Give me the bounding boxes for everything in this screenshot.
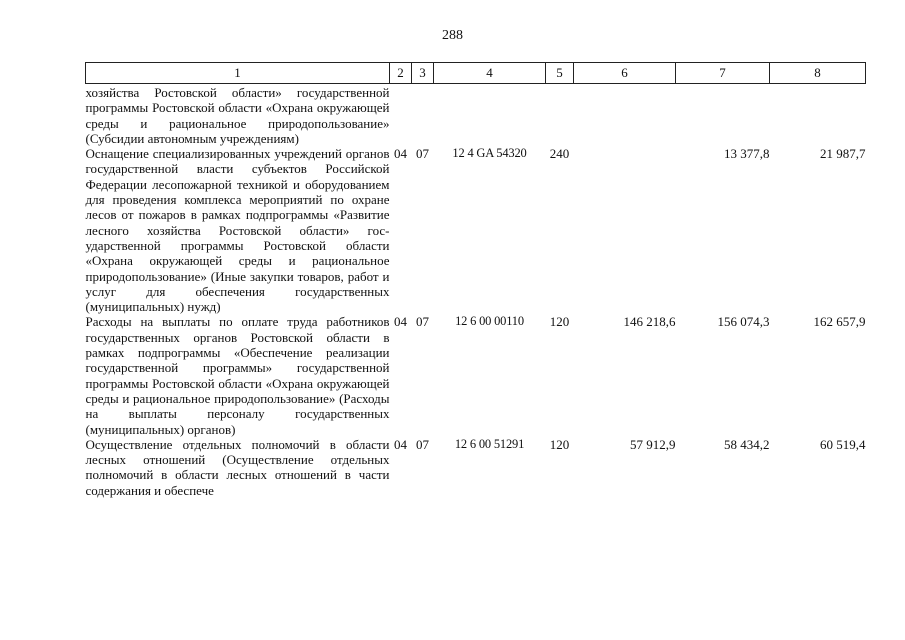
budget-table <box>85 62 866 498</box>
cell-amount-1: 146 218,6 <box>623 314 676 330</box>
header-row <box>86 63 866 84</box>
row-description: хозяйства Ростовской области» государственной программы Ростовской области «Охрана окружающей среды и рациональное природопользование» (Субсидии автономным учреждениям) <box>85 85 390 146</box>
cell-amount-2 <box>676 84 770 147</box>
column-header: 1 <box>86 63 390 84</box>
cell-section: 04 <box>394 146 407 162</box>
column-header: 4 <box>434 63 546 84</box>
cell-subsection: 07 <box>416 314 429 330</box>
cell-amount-1 <box>574 146 676 314</box>
cell-amount-1 <box>574 84 676 147</box>
table-row <box>86 437 866 498</box>
column-header: 8 <box>770 63 866 84</box>
cell-section: 04 <box>394 314 407 330</box>
cell-section <box>390 84 412 147</box>
table-row <box>86 84 866 147</box>
cell-target-code: 12 4 GA 54320 <box>452 146 527 161</box>
cell-target-code: 12 6 00 51291 <box>454 436 525 451</box>
cell-target-code: 12 6 00 00110 <box>455 314 524 329</box>
cell-amount-2: 13 377,8 <box>724 146 770 162</box>
column-header: 5 <box>546 63 574 84</box>
row-description: Осуществление отдельных полномочий в области лесных отношений (Осуществление отдельных полномочий в области лесных отношений в части содержания и обеспече <box>85 436 390 498</box>
table-row <box>86 146 866 314</box>
cell-amount-2: 156 074,3 <box>717 314 770 330</box>
table-row <box>86 314 866 436</box>
cell-expense-type: 120 <box>549 436 570 452</box>
cell-expense-type <box>546 84 574 147</box>
cell-amount-2: 58 434,2 <box>724 436 770 452</box>
cell-amount-3: 60 519,4 <box>820 436 866 452</box>
cell-subsection: 07 <box>416 146 429 162</box>
cell-amount-1: 57 912,9 <box>630 436 676 452</box>
cell-target-code <box>434 84 546 147</box>
column-header: 3 <box>412 63 434 84</box>
cell-expense-type: 120 <box>549 314 570 330</box>
cell-amount-3: 162 657,9 <box>813 314 866 330</box>
column-header: 2 <box>390 63 412 84</box>
column-header: 6 <box>574 63 676 84</box>
page-number: 288 <box>442 28 463 43</box>
column-header: 7 <box>676 63 770 84</box>
cell-subsection: 07 <box>416 436 429 452</box>
row-description: Расходы на выплаты по оплате труда работников государственных органов Ростовской области в рамках подпрограммы «Обеспечение реализации государственной программы» государственной программы Ростовской области «Охрана окружающей среды и рациональное природопользование» (Расходы на выплаты персоналу государственных (муниципальных) органов) <box>85 314 390 437</box>
cell-amount-3: 21 987,7 <box>820 146 866 162</box>
cell-section: 04 <box>394 436 407 452</box>
cell-subsection <box>412 84 434 147</box>
cell-expense-type: 240 <box>549 146 570 162</box>
row-description: Оснащение специализированных учреждений органов государственной власти субъектов Российской Федерации лесопожарной техникой и оборудованием для проведения комплекса мероприятий по охране лесов от пожаров в рамках подпрограммы «Развитие лесного хозяйства Ростовской области» государственной программы Ростовской области «Охрана окружающей среды и рациональное природопользование» (Иные закупки товаров, работ и услуг для обеспечения государственных (муниципальных) нужд) <box>85 146 390 315</box>
cell-amount-3 <box>770 84 866 147</box>
